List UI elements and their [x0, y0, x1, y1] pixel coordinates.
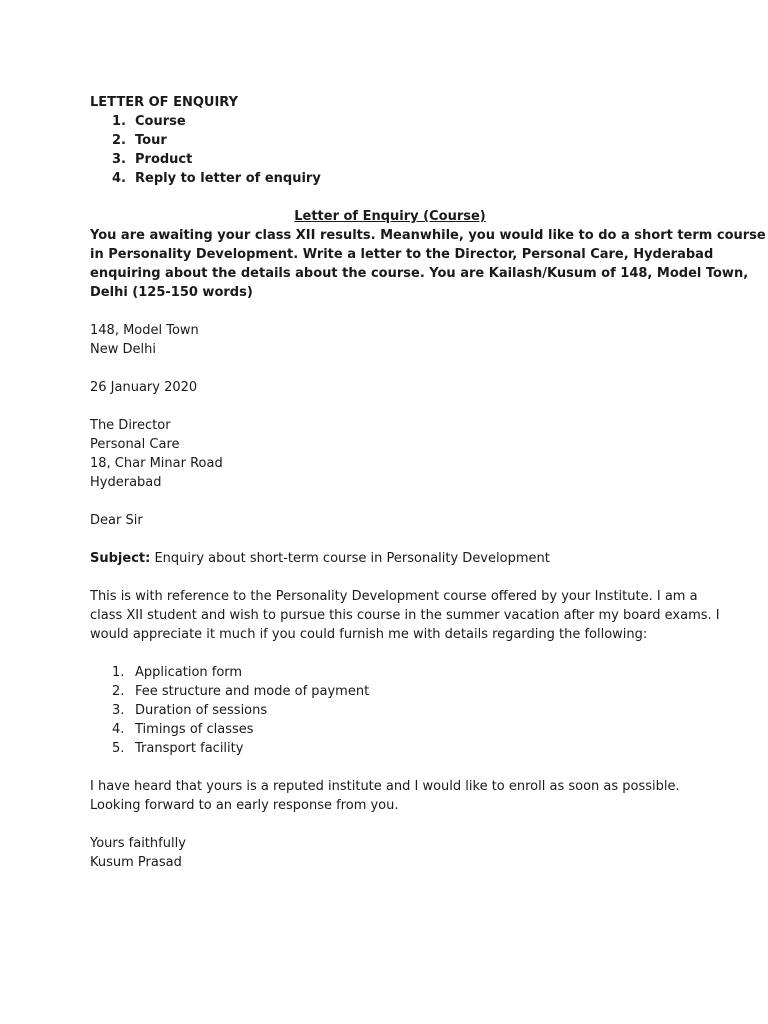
- body-line: This is with reference to the Personality Development course offered by your Institute. I am a: [90, 589, 698, 604]
- topic-item: [90, 131, 690, 150]
- details-number: 5.: [112, 741, 125, 756]
- details-label: Timings of classes: [135, 722, 254, 737]
- body-line: class XII student and wish to pursue this course in the summer vacation after my board exams. I: [90, 608, 720, 623]
- details-item: [90, 739, 690, 758]
- topic-list: [90, 112, 690, 188]
- details-label: Duration of sessions: [135, 703, 268, 718]
- details-label: Fee structure and mode of payment: [135, 684, 370, 699]
- body-line: Looking forward to an early response from you.: [90, 798, 399, 813]
- details-number: 2.: [112, 684, 125, 699]
- address-line: 18, Char Minar Road: [90, 456, 223, 471]
- question-line: in Personality Development. Write a letter to the Director, Personal Care, Hyderabad: [90, 247, 714, 262]
- topic-item: [90, 169, 690, 188]
- topic-label: Product: [135, 152, 193, 167]
- details-item: [90, 663, 690, 682]
- sender-address: [90, 321, 690, 359]
- question-line: Delhi (125-150 words): [90, 285, 253, 300]
- letter-date: 26 January 2020: [90, 380, 198, 395]
- details-list: [90, 663, 690, 758]
- details-item: [90, 720, 690, 739]
- address-line: 148, Model Town: [90, 323, 199, 338]
- body-line: would appreciate it much if you could furnish me with details regarding the following:: [90, 627, 648, 642]
- question-prompt: [90, 226, 766, 302]
- topic-number: 3.: [112, 152, 126, 167]
- details-item: [90, 701, 690, 720]
- topic-number: 2.: [112, 133, 126, 148]
- details-label: Application form: [135, 665, 243, 680]
- details-number: 4.: [112, 722, 125, 737]
- section-title: Letter of Enquiry (Course): [294, 209, 486, 224]
- topic-label: Course: [135, 114, 186, 129]
- topic-number: 1.: [112, 114, 126, 129]
- body-paragraph-1: [90, 587, 720, 644]
- closing: Yours faithfully: [90, 836, 186, 851]
- topic-number: 4.: [112, 171, 126, 186]
- body-paragraph-2: [90, 777, 690, 815]
- details-item: [90, 682, 690, 701]
- question-line: enquiring about the details about the course. You are Kailash/Kusum of 148, Model Town,: [90, 266, 749, 281]
- salutation: Dear Sir: [90, 513, 143, 528]
- address-line: The Director: [90, 418, 171, 433]
- topic-item: [90, 112, 690, 131]
- signature-name: Kusum Prasad: [90, 855, 182, 870]
- body-line: I have heard that yours is a reputed institute and I would like to enroll as soon as possible.: [90, 779, 680, 794]
- document-heading: LETTER OF ENQUIRY: [90, 95, 238, 110]
- details-label: Transport facility: [135, 741, 244, 756]
- subject-text: Enquiry about short-term course in Personality Development: [150, 551, 550, 566]
- document-page: [90, 93, 766, 872]
- receiver-address: [90, 416, 690, 492]
- subject-line: [90, 549, 690, 568]
- address-line: New Delhi: [90, 342, 156, 357]
- address-line: Hyderabad: [90, 475, 162, 490]
- topic-item: [90, 150, 690, 169]
- topic-label: Reply to letter of enquiry: [135, 171, 321, 186]
- address-line: Personal Care: [90, 437, 180, 452]
- details-number: 3.: [112, 703, 125, 718]
- details-number: 1.: [112, 665, 125, 680]
- topic-label: Tour: [135, 133, 167, 148]
- subject-label: Subject:: [90, 551, 151, 566]
- question-line: You are awaiting your class XII results. Meanwhile, you would like to do a short term course: [90, 228, 766, 243]
